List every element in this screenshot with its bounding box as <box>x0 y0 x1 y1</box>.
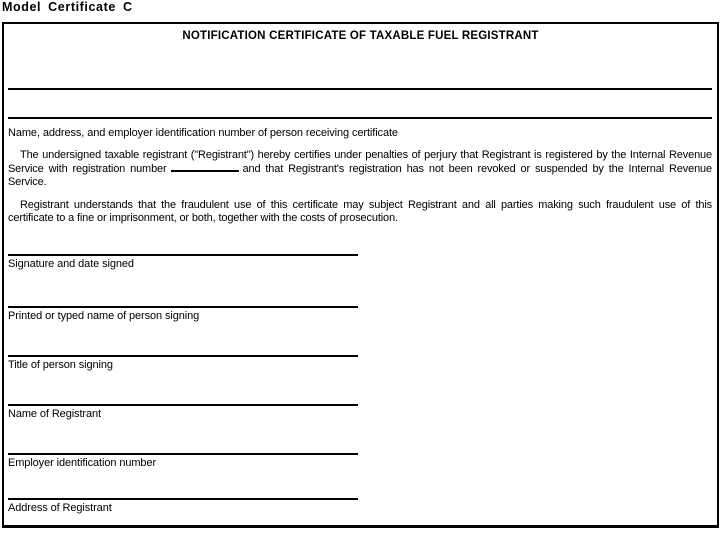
signature-line <box>8 254 358 256</box>
recipient-field-label: Name, address, and employer identification number of person receiving certificate <box>8 127 398 139</box>
registration-number-blank <box>171 162 239 172</box>
printed-name-label: Printed or typed name of person signing <box>8 310 200 322</box>
certificate-title: NOTIFICATION CERTIFICATE OF TAXABLE FUEL REGISTRANT <box>182 30 539 42</box>
model-certificate-label: Model Certificate C <box>2 0 133 14</box>
title-line <box>8 355 358 357</box>
title-label: Title of person signing <box>8 359 113 371</box>
recipient-fill-line-1 <box>8 88 712 90</box>
registrant-name-line <box>8 404 358 406</box>
printed-name-line <box>8 306 358 308</box>
registrant-address-line <box>8 498 358 500</box>
certification-paragraph-after-blank: and that Registrant's registration has not been revoked or suspended by the Internal Revenue Service. <box>8 163 712 188</box>
registrant-name-label: Name of Registrant <box>8 408 101 420</box>
ein-line <box>8 453 358 455</box>
recipient-fill-line-2 <box>8 117 712 119</box>
registrant-address-label: Address of Registrant <box>8 502 112 514</box>
certification-paragraph <box>8 149 712 189</box>
signature-label: Signature and date signed <box>8 258 134 270</box>
certification-paragraph-before-blank: The undersigned taxable registrant ("Registrant") hereby certifies under penalties of perjury that Registrant is registered by the Internal Revenue Service with registration number <box>8 149 712 175</box>
ein-label: Employer identification number <box>8 457 157 469</box>
fraud-warning-paragraph: Registrant understands that the fraudulent use of this certificate may subject Registrant and all parties making such fraudulent use of this certificate to a fine or imprisonment, or both, together with the costs of prosecution. <box>8 199 712 224</box>
